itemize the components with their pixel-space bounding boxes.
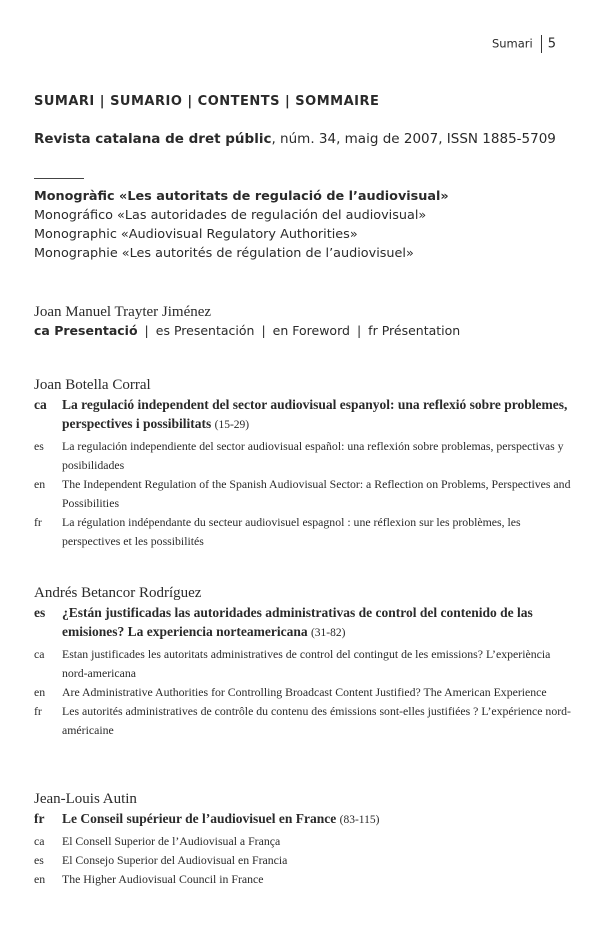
article-entry (34, 583, 574, 740)
article-title-main[interactable] (34, 603, 574, 643)
author-name: Joan Manuel Trayter Jiménez (34, 304, 212, 320)
lang-code: es (34, 439, 44, 453)
translated-title: La regulación independiente del sector audiovisual español: una reflexión sobre problemas, perspectivas y posibilidades (62, 439, 564, 472)
section-name: Sumari (491, 36, 533, 51)
lang-code: ca (34, 647, 45, 661)
lang-code: es (34, 605, 46, 620)
translated-title: La régulation indépendante du secteur audiovisuel espagnol : une réflexion sur les problèmes, les perspectives et les possibilités (62, 515, 521, 548)
article-translation (34, 851, 574, 870)
monograph-title-en: Monographic «Audiovisual Regulatory Authorities» (34, 227, 358, 242)
translated-title: The Higher Audiovisual Council in France (62, 872, 264, 886)
article-title-main[interactable] (34, 395, 574, 435)
article-translation (34, 645, 574, 683)
lang-code: fr (34, 515, 42, 529)
lang-code: en (34, 685, 46, 699)
lang-code: fr (34, 811, 45, 826)
article-title: ¿Están justificadas las autoridades administrativas de control del contenido de las emisiones? La experiencia norteamericana (62, 605, 533, 639)
article-translation (34, 832, 574, 851)
translated-title: Estan justificades les autoritats administratives de control del contingut de les emissions? L’experiència nord-americana (62, 647, 551, 680)
page-range: (15-29) (214, 419, 250, 431)
article-title: Le Conseil supérieur de l’audiovisuel en France (62, 811, 337, 826)
author-name: Joan Botella Corral (34, 377, 151, 393)
divider-rule (34, 178, 84, 179)
article-entry (34, 375, 574, 551)
monograph-title-fr: Monographie «Les autorités de régulation de l’audiovisuel» (34, 246, 414, 261)
journal-name: Revista catalana de dret públic (34, 131, 272, 147)
lang-code: en (34, 477, 46, 491)
translated-title: Are Administrative Authorities for Controlling Broadcast Content Justified? The American Experience (62, 685, 547, 699)
presentation-languages: ca Presentació | es Presentación | en Foreword | fr Présentation (34, 323, 461, 338)
translated-title: The Independent Regulation of the Spanish Audiovisual Sector: a Reflection on Problems, Perspectives and Possibilities (62, 477, 571, 510)
presentation-link-es[interactable]: Presentación (173, 323, 255, 338)
translated-title: El Consell Superior de l’Audiovisual a França (62, 834, 281, 848)
lang-code: en (34, 872, 46, 886)
journal-line (34, 131, 574, 147)
presentation-link-en[interactable]: Foreword (292, 323, 350, 338)
presentation-link-ca[interactable]: Presentació (54, 323, 138, 338)
author-name: Jean-Louis Autin (34, 791, 137, 807)
lang-code: ca (34, 323, 50, 338)
page-header (492, 35, 556, 53)
article-translation (34, 870, 574, 889)
presentation-section (34, 302, 574, 340)
monograph-title-ca: Monogràfic «Les autoritats de regulació de l’audiovisual» (34, 189, 449, 204)
journal-details: , núm. 34, maig de 2007, ISSN 1885-5709 (271, 131, 556, 147)
contents-title: SUMARI | SUMARIO | CONTENTS | SOMMAIRE (34, 94, 380, 109)
page-number: 5 (547, 36, 556, 52)
article-translation (34, 475, 574, 513)
monograph-titles (34, 187, 574, 263)
page-range: (31-82) (310, 627, 346, 639)
article-title-main[interactable] (34, 809, 574, 830)
article-translation (34, 513, 574, 551)
article-translation (34, 683, 574, 702)
monograph-title-es: Monográfico «Las autoridades de regulación del audiovisual» (34, 208, 427, 223)
lang-code: ca (34, 397, 47, 412)
lang-code: fr (34, 704, 42, 718)
article-translation (34, 702, 574, 740)
article-title: La regulació independent del sector audiovisual espanyol: una reflexió sobre problemes, perspectives i possibilitats (62, 397, 568, 431)
lang-code: ca (34, 834, 45, 848)
author-name: Andrés Betancor Rodríguez (34, 585, 202, 601)
translated-title: El Consejo Superior del Audiovisual en Francia (62, 853, 288, 867)
presentation-link-fr[interactable]: Présentation (381, 323, 461, 338)
lang-code: es (34, 853, 44, 867)
lang-code: en (272, 323, 289, 338)
article-translation (34, 437, 574, 475)
page-range: (83-115) (339, 814, 380, 826)
lang-code: es (155, 323, 170, 338)
article-entry (34, 789, 574, 889)
header-divider (541, 35, 542, 53)
lang-code: fr (368, 323, 378, 338)
translated-title: Les autorités administratives de contrôle du contenu des émissions sont-elles justifiées ? L’expérience nord-américaine (62, 704, 571, 737)
